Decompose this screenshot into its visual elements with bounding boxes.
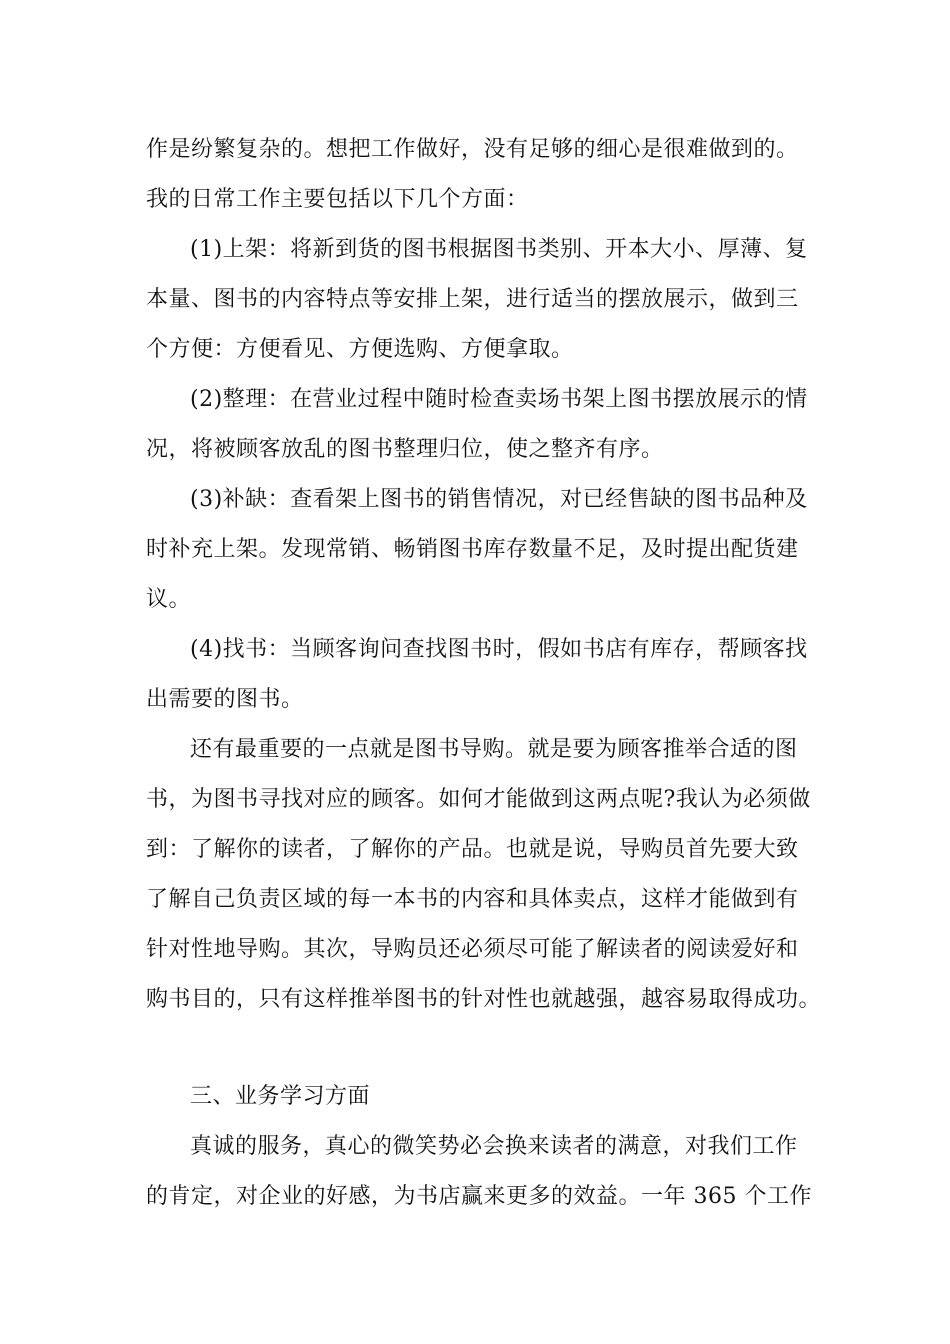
paragraph-line: 出需要的图书。 [146,687,304,712]
paragraph-line: 我的日常工作主要包括以下几个方面： [146,187,529,212]
paragraph-line: 议。 [146,587,192,612]
list-item-finding-books: (4)找书：当顾客询问查找图书时，假如书店有库存，帮顾客找 [190,637,808,662]
paragraph-line: 购书目的，只有这样推举图书的针对性也就越强，越容易取得成功。 [146,987,822,1012]
list-item-shelving: (1)上架：将新到货的图书根据图书类别、开本大小、厚薄、复 [190,237,808,262]
list-item-restocking: (3)补缺：查看架上图书的销售情况，对已经售缺的图书品种及 [190,487,808,512]
paragraph-line: 了解自己负责区域的每一本书的内容和具体卖点，这样才能做到有 [146,887,799,912]
paragraph-line: 的肯定，对企业的好感，为书店赢来更多的效益。一年 365 个工作 [146,1184,812,1209]
paragraph-line: 针对性地导购。其次，导购员还必须尽可能了解读者的阅读爱好和 [146,937,799,962]
list-item-organizing: (2)整理：在营业过程中随时检查卖场书架上图书摆放展示的情 [190,387,808,412]
paragraph-line: 作是纷繁复杂的。想把工作做好，没有足够的细心是很难做到的。 [146,137,799,162]
paragraph-line: 况，将被顾客放乱的图书整理归位，使之整齐有序。 [146,437,664,462]
paragraph-line: 时补充上架。发现常销、畅销图书库存数量不足，及时提出配货建 [146,537,799,562]
paragraph-line: 还有最重要的一点就是图书导购。就是要为顾客推举合适的图 [190,737,798,762]
paragraph-line: 本量、图书的内容特点等安排上架，进行适当的摆放展示，做到三 [146,287,799,312]
section-heading: 三、业务学习方面 [190,1084,371,1109]
paragraph-line: 个方便：方便看见、方便选购、方便拿取。 [146,337,574,362]
paragraph-line: 真诚的服务，真心的微笑势必会换来读者的满意，对我们工作 [190,1134,798,1159]
paragraph-line: 到：了解你的读者，了解你的产品。也就是说，导购员首先要大致 [146,837,799,862]
paragraph-line: 书，为图书寻找对应的顾客。如何才能做到这两点呢?我认为必须做 [146,787,811,812]
